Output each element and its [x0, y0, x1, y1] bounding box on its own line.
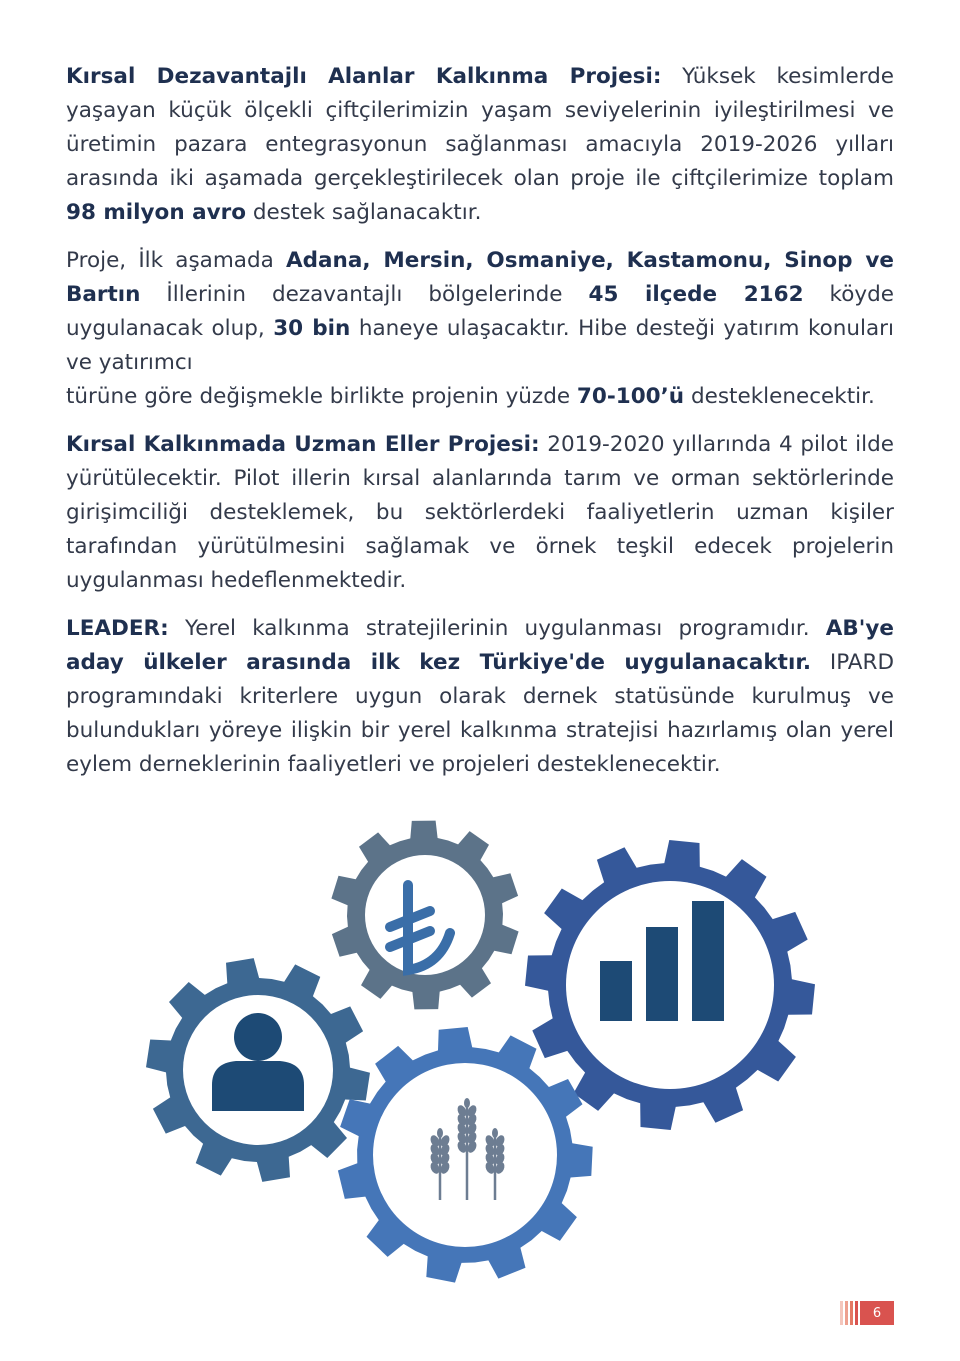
bold-text: AB'ye aday ülkeler arasında ilk kez Türkiye'de uygulanacaktır. — [66, 616, 894, 675]
gear-wheat-face — [373, 1063, 557, 1247]
body-text — [66, 60, 894, 796]
bold-text: 70-100’ü — [576, 384, 685, 409]
text-run: Proje, İlk aşamada — [66, 248, 286, 273]
gears-illustration — [140, 815, 830, 1285]
text-run: 2019-2020 yıllarında 4 pilot ilde yürütülecektir. Pilot illerin kırsal alanlarında tarım ve orman sektörlerinde girişimciliği desteklemek, bu sektörlerdeki faaliyetlerin uzman kişiler tarafından yürütülmesini sağlamak ve örnek teşkil edecek projelerin uygulanması hedeflenmektedir. — [66, 432, 894, 593]
bold-text: LEADER: — [66, 616, 169, 641]
text-run: Yerel kalkınma stratejilerinin uygulanması programıdır. — [168, 616, 826, 641]
gear-wheat — [338, 1027, 593, 1283]
text-run: köyde uygulanacak olup, — [66, 282, 894, 341]
paragraph-leader — [66, 612, 894, 782]
footer-stripe — [850, 1301, 853, 1325]
footer-stripe — [840, 1301, 843, 1325]
bold-text: 30 bin — [273, 316, 351, 341]
paragraph-kirsal-dezavantajli — [66, 60, 894, 230]
text-run: desteklenecektir. — [684, 384, 875, 409]
bold-text: 45 ilçede 2162 — [588, 282, 804, 307]
text-run: İllerinin dezavantajlı bölgelerinde — [140, 282, 589, 307]
text-run: IPARD programındaki kriterlere uygun olarak dernek statüsünde kurulmuş ve bulundukları yöreye ilişkin bir yerel kalkınma stratejisi hazırlamış olan yerel eylem derneklerinin faaliyetleri ve projeleri desteklenecektir. — [66, 650, 895, 777]
text-run: haneye ulaşacaktır. Hibe desteği yatırım konuları ve yatırımcı — [66, 316, 894, 375]
text-run: Yüksek kesimlerde yaşayan küçük ölçekli çiftçilerimizin yaşam seviyelerinin iyileştirilmesi ve üretimin pazara entegrasyonun sağlanması amacıyla 2019-2026 yılları arasında iki aşamada gerçekleştirilecek olan proje ile çiftçilerimize toplam — [66, 64, 895, 191]
bold-text: 98 milyon avro — [66, 200, 247, 225]
paragraph-uzman-eller — [66, 428, 894, 598]
page-number: 6 — [860, 1301, 894, 1325]
paragraph-proje-ilk-asama — [66, 244, 894, 414]
text-run: türüne göre değişmekle birlikte projenin yüzde — [66, 384, 577, 409]
footer-stripe — [845, 1301, 848, 1325]
page-footer — [840, 1301, 894, 1325]
bold-text: Kırsal Dezavantajlı Alanlar Kalkınma Projesi: — [66, 64, 662, 89]
bold-text: Adana, Mersin, Osmaniye, Kastamonu, Sinop ve Bartın — [66, 248, 894, 307]
footer-stripe — [855, 1301, 858, 1325]
bold-text: Kırsal Kalkınmada Uzman Eller Projesi: — [66, 432, 540, 457]
text-run: destek sağlanacaktır. — [246, 200, 482, 225]
